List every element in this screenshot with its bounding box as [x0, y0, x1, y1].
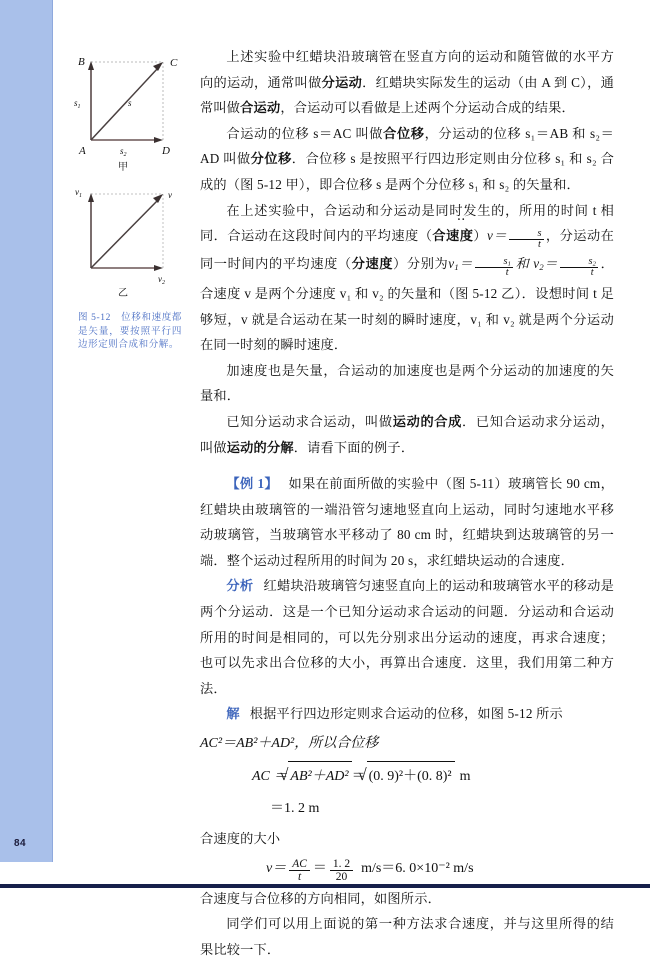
example-tag: 【例 1】 [226, 476, 279, 492]
equation-ac-squared-text: AC²＝AB²＋AD²，所以合位移 [200, 736, 379, 752]
main-text-column [200, 44, 614, 962]
equation-ac-equals: ＝ [351, 769, 366, 785]
example-paragraph [200, 471, 614, 573]
figure-a-label-C: C [170, 57, 178, 69]
figure-a-label-s1: $s_1$ [74, 98, 81, 110]
equation-velocity-fraction-1: $\frac{AC}{t}$ [289, 858, 310, 884]
equation-ac-result: ＝1. 2 m [270, 801, 320, 817]
paragraph-2 [200, 121, 614, 198]
equation-ac [200, 761, 614, 792]
equation-ac-lhs: AC ＝ [252, 769, 288, 785]
p3-formula-v: v＝ $\frac{s}{t}$ [487, 227, 542, 251]
spacer-before-example [200, 460, 614, 471]
p3-part-e: ，分运动在同一时间内的平均速度（ [200, 228, 614, 272]
figure-velocity-diagram [58, 180, 190, 302]
equation-velocity [200, 854, 614, 884]
equation-velocity-equals: ＝ [312, 860, 327, 876]
equation-velocity-lhs: v＝ [266, 860, 287, 876]
paragraph-1 [200, 44, 614, 121]
solution-paragraph [200, 701, 614, 727]
equation-velocity-fraction-2: $\frac{1. 2}{20}$ [330, 858, 353, 884]
p1-part-c: ．红蜡块实际发生的运动（由 A 到 C），通常叫做 [200, 74, 614, 116]
p3-formula-v1-v2: $v_1=$ $\frac{s_1}{t}$ 和 $v_2=$ $\frac{s_2}{t}$ [448, 255, 597, 279]
p5-part-a: 已知分运动求合运动，叫做 [226, 413, 393, 429]
p5-term-yundong-hecheng: 运动的合成 [392, 413, 463, 429]
p2-part-a: 合运动的位移 s＝AC 叫做 [226, 125, 384, 141]
equation-ac-squared [200, 729, 614, 759]
figure-a-label-D: D [162, 145, 170, 157]
p2-term-fen-weiyi: 分位移 [250, 151, 292, 167]
paragraph-5 [200, 409, 614, 460]
paragraph-3 [200, 198, 614, 358]
equation-ac-radical-2: √ (0. 9)²＋(0. 8)² [367, 761, 455, 792]
figure-a-label-s2: $s_2$ [120, 146, 127, 158]
p5-part-e: ．请看下面的例子． [293, 439, 415, 455]
p3-part-d: ） [473, 228, 488, 244]
p1-term-he-yundong: 合运动 [240, 100, 281, 116]
p3-emphasis-tongshi: 同时 ‥ [435, 203, 463, 218]
figure-b-label-v1: $v_1$ [75, 187, 82, 199]
p3-term-he-sudu: 合速度 [432, 228, 474, 244]
equation-velocity-tail: m/s＝6. 0×10⁻² m/s [361, 860, 474, 876]
closing-line-1: 合速度与合位移的方向相同，如图所示． [200, 890, 441, 906]
p2-part-e: ．合位移 s 是按照平行四边形定则由分位移 s₁ 和 s₂ 合成的（图 5-12 甲），即合位移 s 是两个分位移 s₁ 和 s₂ 的矢量和． [200, 151, 614, 192]
example-text: 如果在前面所做的实验中（图 5-11）玻璃管长 90 cm，红蜡块由玻璃管的一端沿管匀速地竖直向上运动，同时匀速地水平移动玻璃管，当玻璃管水平移动了 80 cm 时，红蜡块到达玻璃管的另一端．整个运动过程所用的时间为 20 s，求红蜡块运动的合速度． [200, 476, 615, 568]
figure-b-label-v: v [168, 190, 172, 200]
analysis-paragraph [200, 573, 614, 701]
figure-a-svg [58, 44, 190, 176]
equation-ac-unit: m [459, 769, 471, 785]
figure-b-label-v2: $v_2$ [158, 274, 165, 286]
figure-a-label-B: B [78, 56, 85, 68]
figure-a-label-A: A [79, 145, 86, 157]
closing-line-2: 同学们可以用上面说的第一种方法求合速度，并与这里所得的结果比较一下． [200, 916, 614, 957]
p3-term-fen-sudu: 分速度 [351, 256, 394, 272]
p1-part-a: 上述实验中红蜡块沿玻璃管在竖直方向的运动和随管做的水平方向的运动，通常叫做 [200, 49, 614, 90]
figure-a-name: 甲 [118, 162, 128, 173]
figure-displacement-diagram [58, 44, 190, 176]
analysis-text: 红蜡块沿玻璃管匀速竖直向上的运动和玻璃管水平的移动是两个分运动．这是一个已知分运动求合运动的问题．分运动和合运动所用的时间是相同的，可以先分别求出分运动的速度，再求合速度；也可以先求出合位移的大小，再算出合速度．这里，我们用第二种方法． [200, 578, 615, 696]
figure-caption: 图 5-12 位移和速度都是矢量，要按照平行四边形定则合成和分解。 [78, 313, 182, 350]
solution-tag: 解 [226, 706, 240, 722]
p3-part-b: 发生的，所用的时间 t 相同．合运动在这段时间内的平均速度（ [200, 202, 615, 244]
p1-part-e: ，合运动可以看做是上述两个分运动合成的结果． [280, 100, 575, 116]
magnitude-label: 合速度的大小 [200, 831, 281, 847]
figure-b-name: 乙 [118, 288, 128, 299]
figure-column [58, 44, 198, 353]
equation-ac-radical-1: √ AB²＋AD² [288, 761, 351, 792]
analysis-tag: 分析 [226, 578, 254, 594]
solution-text: 根据平行四边形定则求合运动的位移，如图 5-12 所示 [249, 706, 563, 722]
paragraph-4: 加速度也是矢量，合运动的加速度也是两个分运动的加速度的矢量和． [200, 362, 614, 404]
left-margin-band [0, 0, 53, 862]
p2-term-he-weiyi: 合位移 [383, 125, 425, 141]
p5-part-c: ．已知合运动求分运动，叫做 [200, 413, 615, 455]
figure-a-label-s: s [128, 98, 132, 108]
p3-part-a: 在上述实验中，合运动和分运动是 [226, 202, 436, 218]
p3-part-h: ．合速度 v 是两个分速度 v₁ 和 v₂ 的矢量和（图 5-12 乙）．设想时间 t 足够短，v 就是合运动在某一时刻的瞬时速度，v₁ 和 v₂ 就是两个分运动在同一时刻的瞬时速度． [200, 256, 614, 353]
p2-part-c: ，分运动的位移 s₁＝AB 和 s₂＝AD 叫做 [200, 125, 614, 167]
page-number: 84 [14, 838, 27, 849]
p1-term-fen-yundong: 分运动 [321, 74, 363, 90]
p3-part-g: ）分别为 [393, 256, 449, 272]
p5-term-yundong-fenjie: 运动的分解 [226, 439, 294, 455]
figure-b-svg [58, 180, 190, 302]
